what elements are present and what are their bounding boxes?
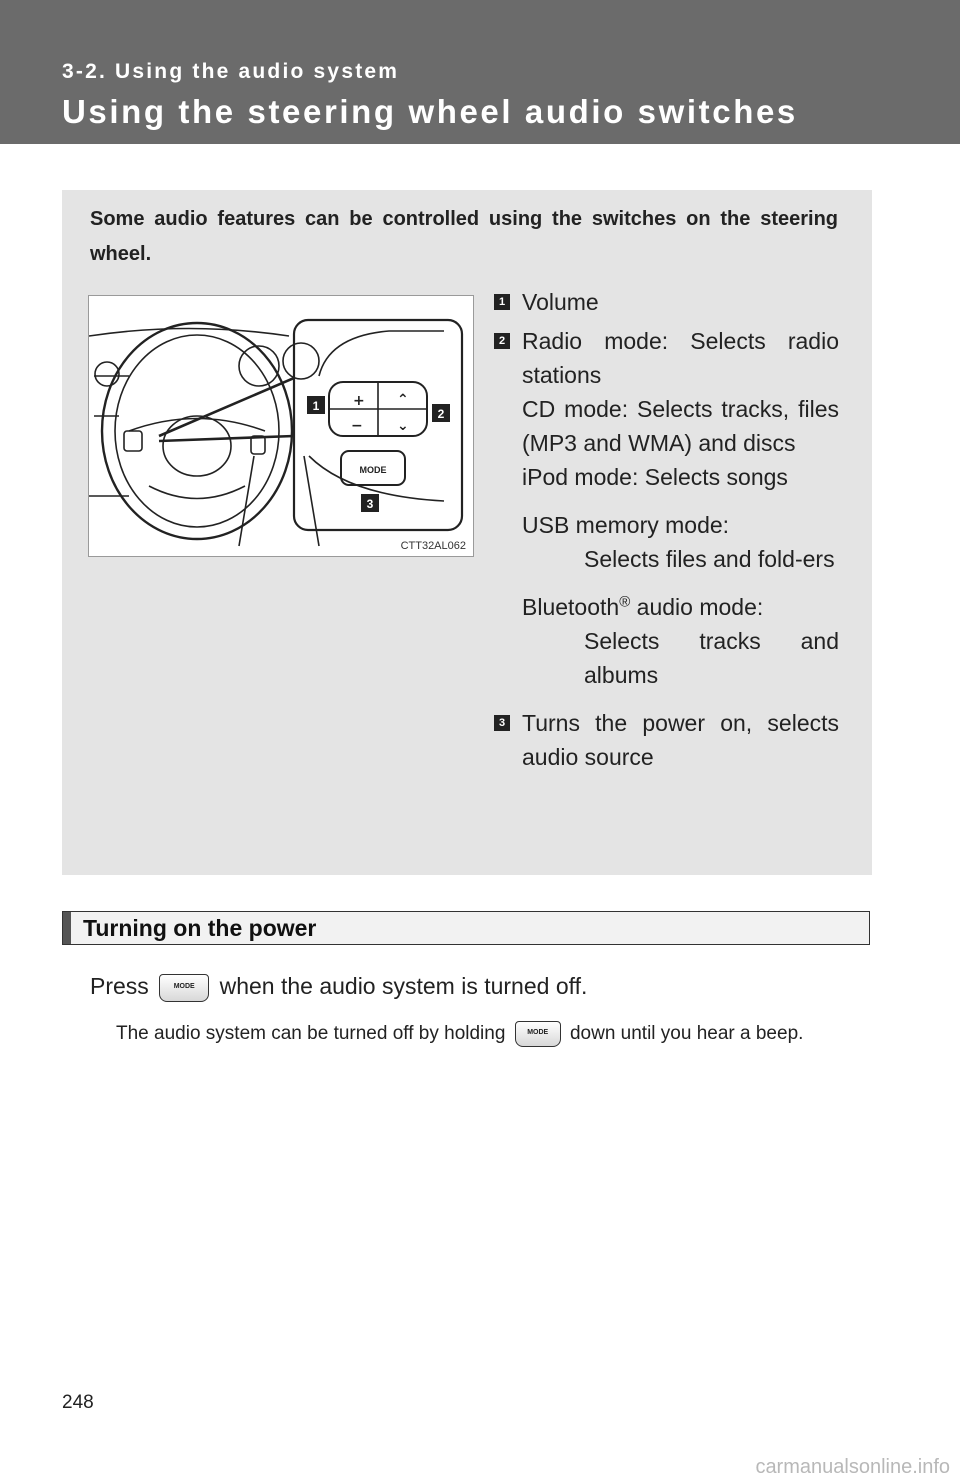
watermark: carmanualsonline.info [755, 1456, 950, 1478]
section-heading-text: Turning on the power [83, 915, 317, 941]
callout-2: 2 [437, 407, 445, 421]
instruction-text: Press MODE when the audio system is turned off. [90, 970, 587, 1002]
item-number: 1 [494, 294, 510, 310]
item-sublabel: Bluetooth® audio mode: [522, 593, 764, 620]
item-subdesc: Selects tracks and albums [584, 628, 839, 688]
intro-text: Some audio features can be controlled using the switches on the steering wheel. [90, 208, 838, 265]
page-header [0, 0, 960, 144]
callout-3: 3 [366, 497, 374, 511]
item-subtext: iPod mode: Selects songs [522, 464, 788, 490]
list-item [494, 285, 839, 319]
note-text: The audio system can be turned off by holding MODE down until you hear a beep. [116, 1019, 868, 1049]
chevron-up-icon: ⌃ [397, 392, 409, 408]
callout-1: 1 [312, 399, 320, 413]
list-item [494, 706, 839, 774]
steering-wheel-drawing [89, 296, 473, 556]
item-number: 3 [494, 715, 510, 731]
section-heading [62, 911, 870, 945]
page-title: Using the steering wheel audio switches [62, 93, 798, 130]
item-text: Turns the power on, selects audio source [522, 710, 839, 770]
overview-box [62, 190, 872, 875]
item-subdesc: Selects files and fold-ers [584, 546, 835, 572]
heading-bar [63, 912, 71, 944]
mode-button-label: MODE [359, 465, 387, 475]
mode-button-icon: MODE [515, 1021, 561, 1047]
item-text: Radio mode: Selects radio stations [522, 328, 839, 388]
chevron-down-icon: ⌄ [397, 418, 409, 434]
page-number: 248 [62, 1392, 94, 1413]
mode-button-icon: MODE [159, 974, 209, 1002]
item-number: 2 [494, 333, 510, 349]
steering-wheel-illustration [88, 295, 474, 557]
minus-icon: − [351, 418, 363, 434]
item-subtext: CD mode: Selects tracks, files (MP3 and WMA) and discs [522, 396, 839, 456]
feature-list [494, 285, 839, 774]
section-label: 3-2. Using the audio system [62, 60, 400, 83]
list-item [494, 324, 839, 692]
illustration-code: CTT32AL062 [400, 540, 466, 552]
item-sublabel: USB memory mode: [522, 512, 730, 538]
plus-icon: + [353, 393, 365, 409]
item-text: Volume [522, 289, 599, 315]
